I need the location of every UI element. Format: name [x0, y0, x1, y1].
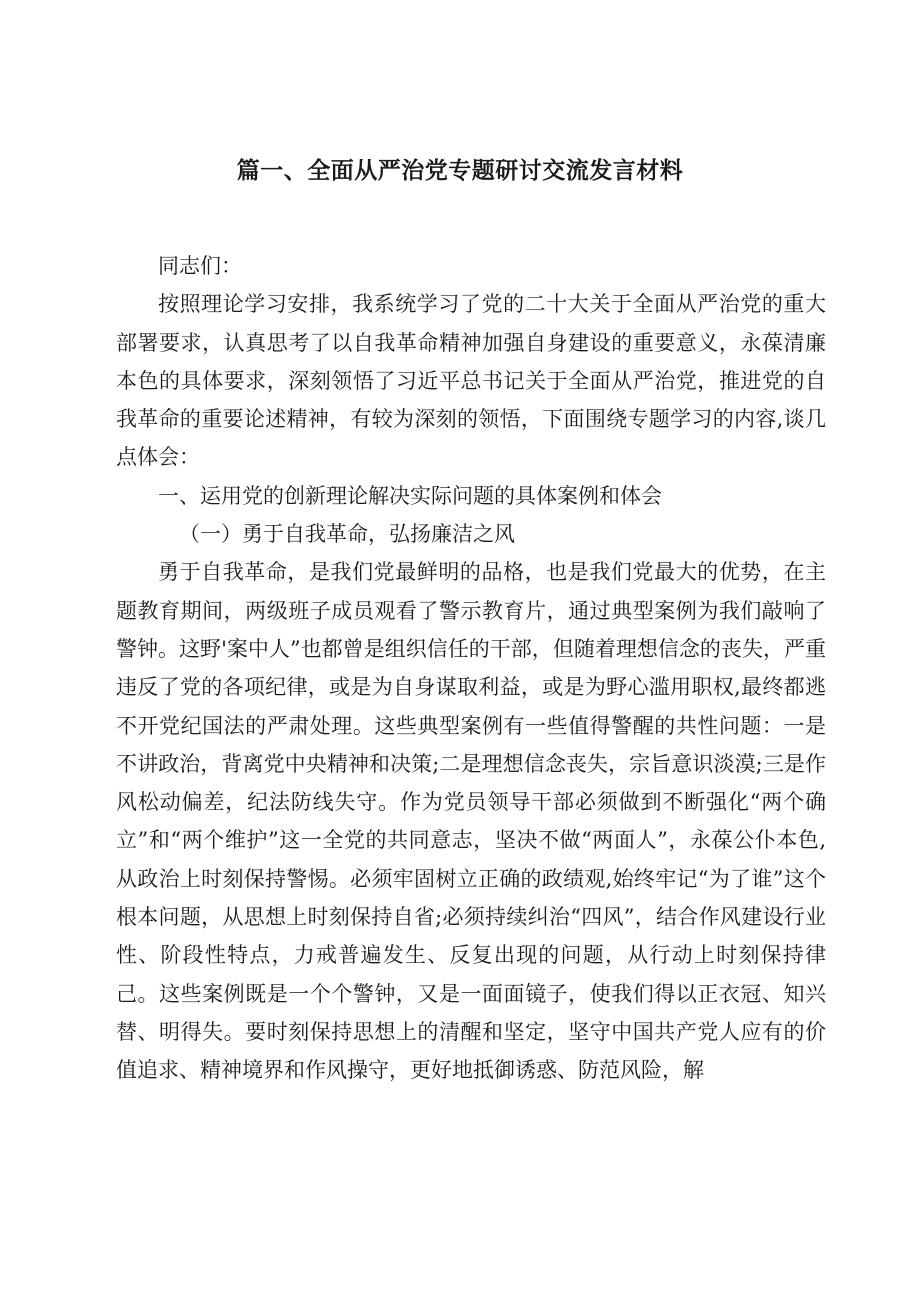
document-title: 篇一、全面从严治党专题研讨交流发言材料 — [236, 158, 684, 184]
salutation: 同志们： — [158, 254, 242, 278]
body-paragraph: 勇于自我革命，是我们党最鲜明的品格，也是我们党最大的优势，在主题教育期间，两级班子成员观看了警示教育片，通过典型案例为我们敲响了警钟。这野'案中人”也都曾是组织信任的干部，但随着理想信念的丧失，严重违反了党的各项纪律，或是为自身谋取利益，或是为野心滥用职权,最终都逃不开党纪国法的严肃处理。这些典型案例有一些值得警醒的共性问题：一是不讲政治，背离党中央精神和决策;二是理想信念丧失，宗旨意识淡漠;三是作风松动偏差，纪法防线失守。作为党员领导干部必须做到不断强化“两个确立”和“两个维护”这一全党的共同意志，坚决不做“两面人”，永葆公仆本色,从政治上时刻保持警惕。必须牢固树立正确的政绩观,始终牢记“为了谁”这个根本问题，从思想上时刻保持自省;必须持续纠治“四风”，结合作风建设行业性、阶段性特点，力戒普遍发生、反复出现的问题，从行动上时刻保持律己。这些案例既是一个个警钟，又是一面面镜子，使我们得以正衣冠、知兴替、明得失。要时刻保持思想上的清醒和坚定，坚守中国共产党人应有的价值追求、精神境界和作风操守，更好地抵御诱惑、防范风险，解 — [116, 560, 826, 1083]
section-heading: 一、运用党的创新理论解决实际问题的具体案例和体会 — [158, 483, 662, 508]
document-body — [116, 247, 826, 1090]
subsection-heading: （一）勇于自我革命，弘扬廉洁之风 — [179, 522, 515, 547]
intro-paragraph: 按照理论学习安排，我系统学习了党的二十大关于全面从严治党的重大部署要求，认真思考了以自我革命精神加强自身建设的重要意义，永葆清廉本色的具体要求，深刻领悟了习近平总书记关于全面从严治党，推进党的自我革命的重要论述精神，有较为深刻的领悟，下面围绕专题学习的内容,谈几点体会： — [116, 292, 826, 470]
